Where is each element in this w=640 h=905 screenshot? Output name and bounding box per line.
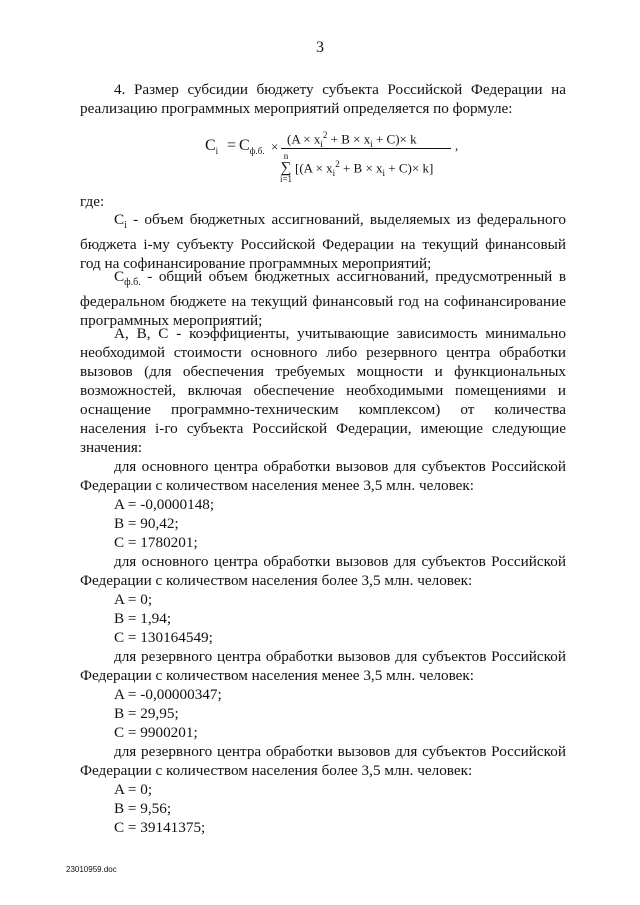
subsidy-formula — [205, 120, 475, 182]
case-1-a: A = -0,0000148; — [114, 496, 215, 513]
intro-paragraph: 4. Размер субсидии бюджету субъекта Российской Федерации на реализацию программных мероприятий определяется по формуле: — [80, 81, 566, 117]
case-3-c: C = 9900201; — [114, 724, 198, 741]
case-3-b: B = 29,95; — [114, 705, 179, 722]
summation-sign: n ∑ i=1 — [279, 151, 293, 184]
where-label: где: — [80, 193, 105, 210]
case-4-a: A = 0; — [114, 781, 153, 798]
case-2-title: для основного центра обработки вызовов для субъектов Российской Федерации с количеством населения более 3,5 млн. человек: — [80, 553, 566, 589]
case-1-c: C = 1780201; — [114, 534, 198, 551]
case-2-b: B = 1,94; — [114, 610, 172, 627]
case-1-title: для основного центра обработки вызовов для субъектов Российской Федерации с количеством населения менее 3,5 млн. человек: — [80, 458, 566, 494]
def-abc: A, B, C - коэффициенты, учитывающие зависимость минимально необходимой стоимости основного либо резервного центра обработки вызовов (для обеспечения требуемых мощности и функциональных возможностей, включая обеспечение необходимыми помещениями и оснащение программно-техническим комплексом) от количества населения i-го субъекта Российской Федерации, имеющие следующие значения: — [80, 325, 566, 456]
formula-cfb: $C_{ф.б.}$ — [239, 137, 265, 157]
fraction-bar — [281, 148, 451, 149]
def-ci: $C_i$ - объем бюджетных ассигнований, выделяемых из федерального бюджета i-му субъекту Российской Федерации на текущий финансовый год на софинансирование программных мероприятий; — [80, 211, 566, 273]
case-4-c: C = 39141375; — [114, 819, 206, 836]
case-2-a: A = 0; — [114, 591, 153, 608]
def-cfb: $C_{ф.б.}$ - общий объем бюджетных ассигнований, предусмотренный в федеральном бюджете на текущий финансовый год на софинансирование программных мероприятий; — [80, 268, 566, 330]
footer-filename: 23010959.doc — [66, 865, 117, 874]
formula-trail: , — [455, 138, 459, 153]
case-3-a: A = -0,00000347; — [114, 686, 222, 703]
formula-numerator: $(A \times x_i^2 + B \times x_i + C)\times k$ — [287, 130, 417, 149]
case-4-b: B = 9,56; — [114, 800, 172, 817]
page-number: 3 — [316, 39, 324, 56]
case-2-c: C = 130164549; — [114, 629, 213, 646]
formula-eq: = — [227, 137, 237, 154]
formula-denominator: $[(A \times x_i^2 + B \times x_i + C)\times k]$ — [295, 159, 434, 178]
formula-times: × — [271, 139, 279, 154]
case-3-title: для резервного центра обработки вызовов для субъектов Российской Федерации с количеством населения менее 3,5 млн. человек: — [80, 648, 566, 684]
formula-lhs: $C_i$ — [205, 137, 219, 157]
case-4-title: для резервного центра обработки вызовов для субъектов Российской Федерации с количеством населения более 3,5 млн. человек: — [80, 743, 566, 779]
case-1-b: B = 90,42; — [114, 515, 179, 532]
